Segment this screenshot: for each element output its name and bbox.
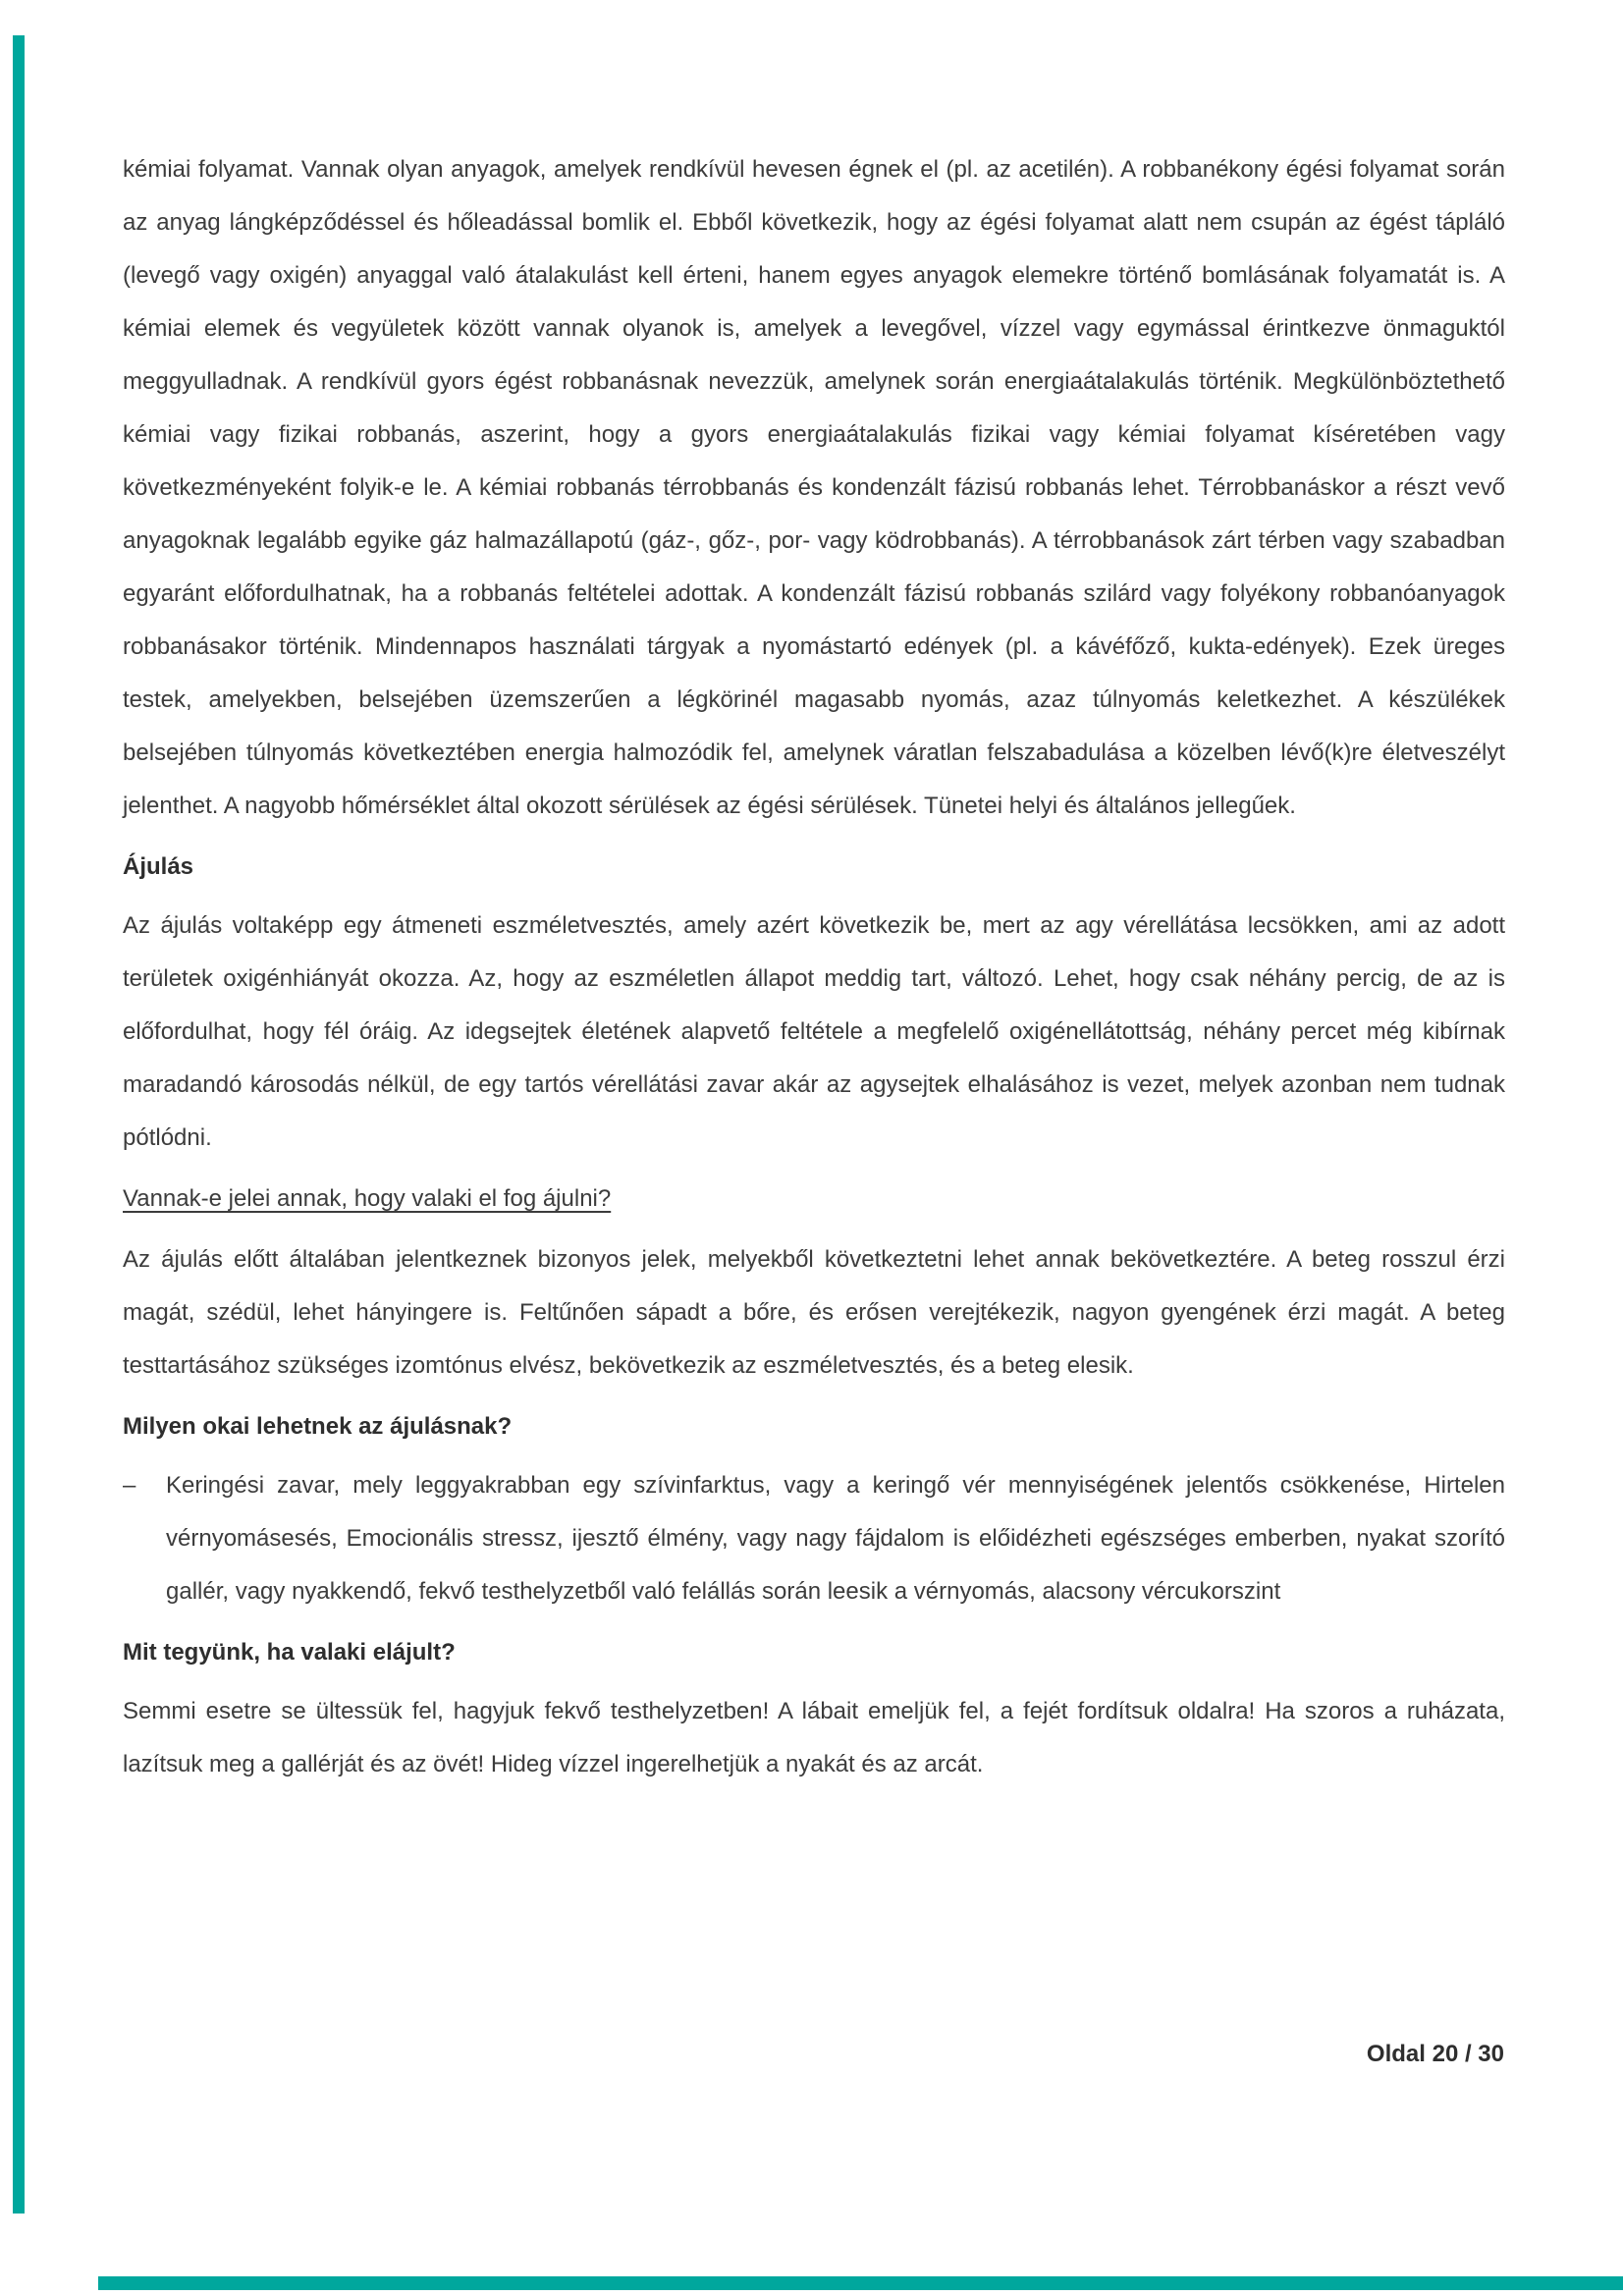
list-item [123,1459,1505,1618]
document-body [123,143,1505,1799]
heading-fainting-signs-question: Vannak-e jelei annak, hogy valaki el fog ájulni? [123,1185,612,1212]
heading-what-to-do: Mit tegyünk, ha valaki elájult? [123,1639,456,1666]
list-item-text: Keringési zavar, mely leggyakrabban egy szívinfarktus, vagy a keringő vér mennyiségének jelentős csökkenése, Hirtelen vérnyomásesés, Emocionális stressz, ijesztő élmény, vagy nagy fájdalom is előidézheti egészséges emberben, nyakat szorító gallér, vagy nyakkendő, fekvő testhelyzetből való felállás során leesik a vérnyomás, alacsony vércukorszint [166,1472,1505,1605]
paragraph-fainting-signs: Az ájulás előtt általában jelentkeznek bizonyos jelek, melyekből következtetni lehet annak bekövetkeztére. A beteg rosszul érzi magát, szédül, lehet hányingere is. Feltűnően sápadt a bőre, és erősen verejtékezik, nagyon gyengének érzi magát. A beteg testtartásához szükséges izomtónus elvész, bekövetkezik az eszméletvesztés, és a beteg elesik. [123,1246,1505,1379]
paragraph-chemical-process: kémiai folyamat. Vannak olyan anyagok, amelyek rendkívül hevesen égnek el (pl. az acetilén). A robbanékony égési folyamat során az anyag lángképződéssel és hőleadással bomlik el. Ebből következik, hogy az égési folyamat alatt nem csupán az égést tápláló (levegő vagy oxigén) anyaggal való átalakulást kell érteni, hanem egyes anyagok elemekre történő bomlásának folyamatát is. A kémiai elemek és vegyületek között vannak olyanok is, amelyek a levegővel, vízzel vagy egymással érintkezve önmaguktól meggyulladnak. A rendkívül gyors égést robbanásnak nevezzük, amelynek során energiaátalakulás történik. Megkülönböztethető kémiai vagy fizikai robbanás, aszerint, hogy a gyors energiaátalakulás fizikai vagy kémiai folyamat kíséretében vagy következményeként folyik-e le. A kémiai robbanás térrobbanás és kondenzált fázisú robbanás lehet. Térrobbanáskor a részt vevő anyagoknak legalább egyike gáz halmazállapotú (gáz-, gőz-, por- vagy ködrobbanás). A térrobbanások zárt térben vagy szabadban egyaránt előfordulhatnak, ha a robbanás feltételei adottak. A kondenzált fázisú robbanás szilárd vagy folyékony robbanóanyagok robbanásakor történik. Mindennapos használati tárgyak a nyomástartó edények (pl. a kávéfőző, kukta-edények). Ezek üreges testek, amelyekben, belsejében üzemszerűen a légkörinél magasabb nyomás, azaz túlnyomás keletkezhet. A készülékek belsejében túlnyomás következtében energia halmozódik fel, amelynek váratlan felszabadulása a közelben lévő(k)re életveszélyt jelenthet. A nagyobb hőmérséklet által okozott sérülések az égési sérülések. Tünetei helyi és általános jellegűek. [123,156,1505,819]
heading-ajulas: Ájulás [123,853,194,880]
left-accent-bar [13,35,25,2214]
paragraph-fainting-definition: Az ájulás voltaképp egy átmeneti eszméletvesztés, amely azért következik be, mert az agy vérellátása lecsökken, ami az adott területek oxigénhiányát okozza. Az, hogy az eszméletlen állapot meddig tart, változó. Lehet, hogy csak néhány percig, de az is előfordulhat, hogy fél óráig. Az idegsejtek életének alapvető feltétele a megfelelő oxigénellátottság, néhány percet még kibírnak maradandó károsodás nélkül, de egy tartós vérellátási zavar akár az agysejtek elhalásához is vezet, melyek azonban nem tudnak pótlódni. [123,912,1505,1151]
bottom-accent-bar [98,2276,1623,2290]
paragraph-first-aid: Semmi esetre se ültessük fel, hagyjuk fekvő testhelyzetben! A lábait emeljük fel, a fejét fordítsuk oldalra! Ha szoros a ruházata, lazítsuk meg a gallérját és az övét! Hideg vízzel ingerelhetjük a nyakát és az arcát. [123,1698,1505,1777]
page-number: Oldal 20 / 30 [1366,2041,1504,2067]
heading-fainting-causes: Milyen okai lehetnek az ájulásnak? [123,1413,513,1440]
bullet-dash-marker: – [123,1472,136,1499]
